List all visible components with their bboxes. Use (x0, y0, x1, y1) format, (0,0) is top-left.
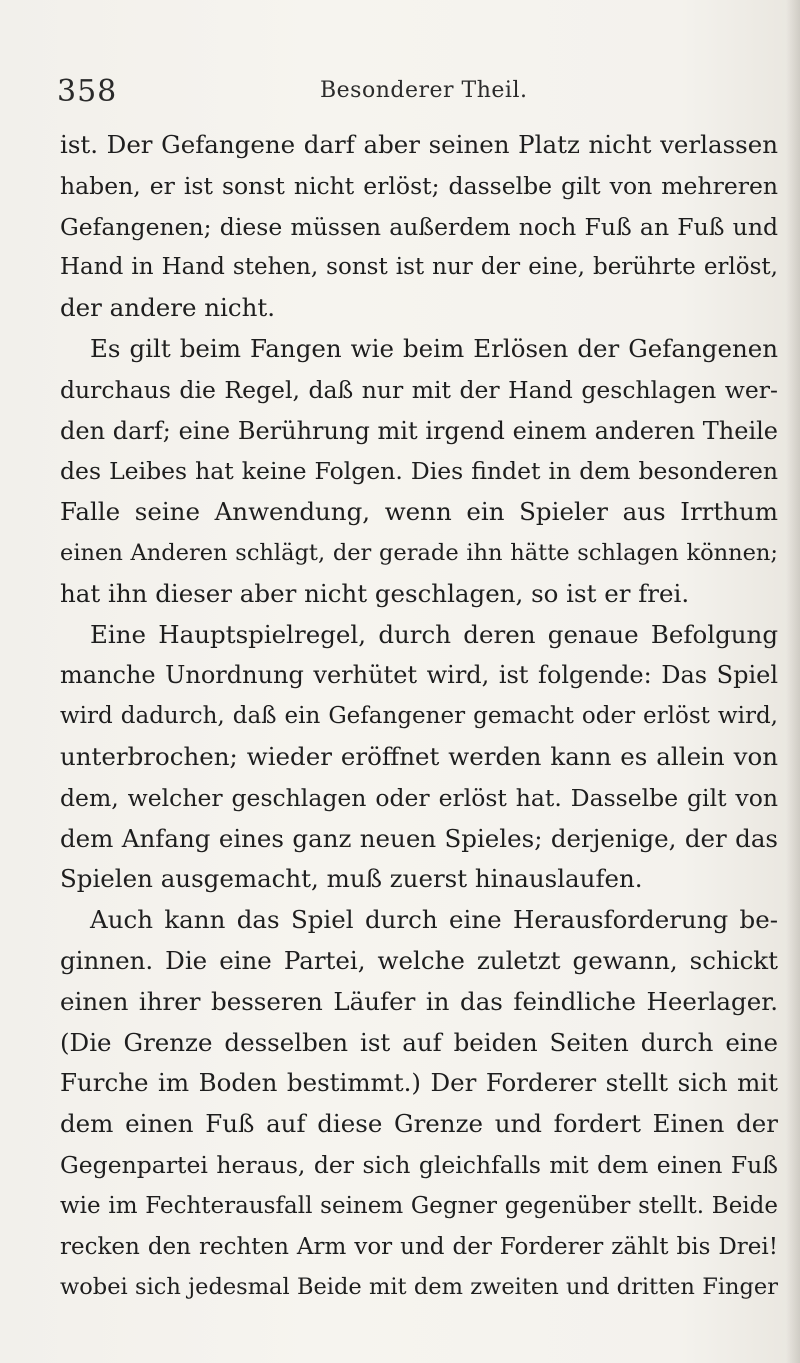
text-line: wobei sich jedesmal Beide mit dem zweiten und dritten Finger (60, 1274, 778, 1301)
text-line: ginnen. Die eine Partei, welche zuletzt gewann, schickt (60, 945, 778, 975)
page-header (0, 72, 800, 112)
text-line: wie im Fechterausfall seinem Gegner gegenüber stellt. Beide (60, 1192, 778, 1219)
text-line: Falle seine Anwendung, wenn ein Spieler aus Irrthum (60, 497, 778, 527)
text-line: der andere nicht. (60, 293, 275, 323)
text-line: haben, er ist sonst nicht erlöst; dasselbe gilt von mehreren (60, 171, 778, 200)
page-number: 358 (57, 74, 118, 109)
text-line: unterbrochen; wieder eröffnet werden kann es allein von (60, 741, 778, 771)
body-text (60, 125, 778, 1308)
running-head: Besonderer Theil. (320, 78, 528, 103)
page-edge-shadow (786, 0, 800, 1363)
text-line: des Leibes hat keine Folgen. Dies findet in dem besonderen (60, 457, 778, 486)
text-line: einen ihrer besseren Läufer in das feindliche Heerlager. (60, 986, 778, 1016)
text-line: Gefangenen; diese müssen außerdem noch Fuß an Fuß und (60, 212, 778, 241)
text-line: Eine Hauptspielregel, durch deren genaue Befolgung (90, 619, 778, 649)
text-line: (Die Grenze desselben ist auf beiden Seiten durch eine (60, 1027, 778, 1057)
text-line: Hand in Hand stehen, sonst ist nur der eine, berührte erlöst, (60, 254, 778, 281)
text-line: manche Unordnung verhütet wird, ist folgende: Das Spiel (60, 661, 778, 690)
text-line: dem Anfang eines ganz neuen Spieles; derjenige, der das (60, 823, 778, 853)
text-line: Gegenpartei heraus, der sich gleichfalls mit dem einen Fuß (60, 1150, 778, 1179)
text-line: hat ihn dieser aber nicht geschlagen, so ist er frei. (60, 578, 690, 608)
text-line: dem einen Fuß auf diese Grenze und fordert Einen der (60, 1109, 778, 1139)
text-line: durchaus die Regel, daß nur mit der Hand geschlagen wer- (60, 375, 778, 404)
text-line: Spielen ausgemacht, muß zuerst hinauslaufen. (60, 864, 643, 894)
text-line: wird dadurch, daß ein Gefangener gemacht oder erlöst wird, (60, 703, 778, 730)
text-line: Es gilt beim Fangen wie beim Erlösen der Gefangenen (90, 333, 778, 363)
text-line: ist. Der Gefangene darf aber seinen Platz nicht verlassen (60, 130, 778, 159)
text-line: dem, welcher geschlagen oder erlöst hat. Dasselbe gilt von (60, 783, 778, 812)
text-line: Furche im Boden bestimmt.) Der Forderer stellt sich mit (60, 1068, 778, 1098)
text-line: Auch kann das Spiel durch eine Herausforderung be- (90, 905, 778, 935)
text-line: den darf; eine Berührung mit irgend einem anderen Theile (60, 416, 778, 445)
text-line: einen Anderen schlägt, der gerade ihn hätte schlagen können; (60, 539, 778, 566)
text-line: recken den rechten Arm vor und der Forderer zählt bis Drei! (60, 1233, 778, 1260)
